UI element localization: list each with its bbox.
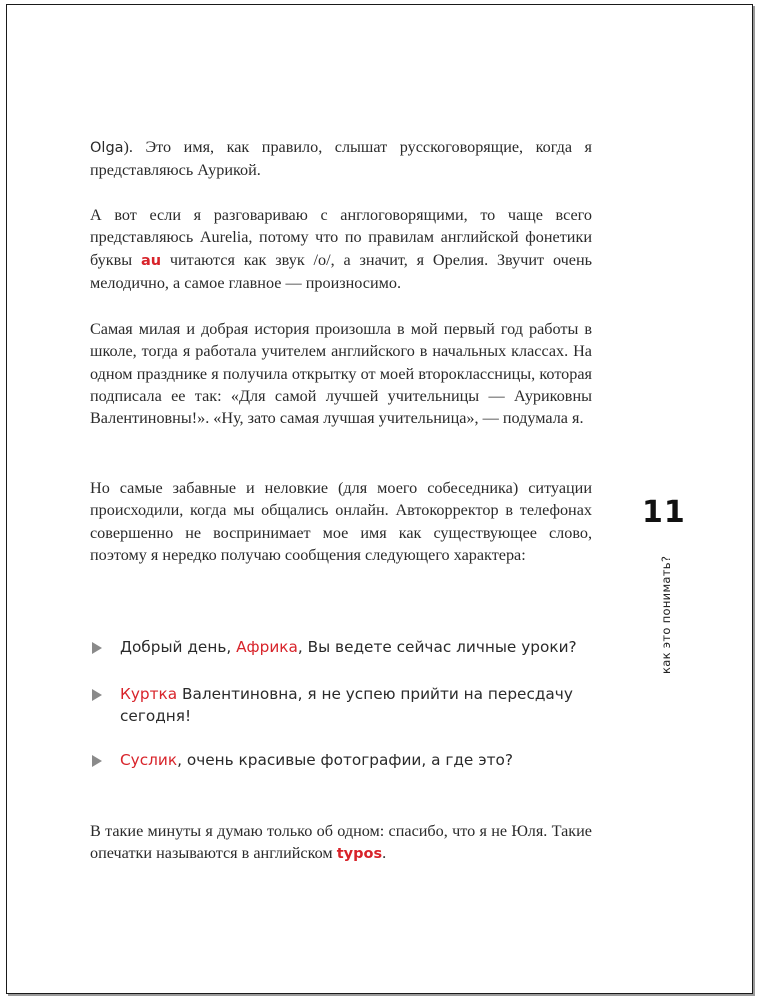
paragraph-3-text: Самая милая и добрая история произошла в мой первый год работы в школе, тогда я работала учителем английского в начальных классах. На одном празднике я получила открытку от моей второклассницы, которая подписала ее так: «Для самой лучшей учительницы — Ауриковны Валентиновны!». «Ну, зато самая лучшая учительница», — подумала я. — [90, 320, 592, 428]
paragraph-4-text: Но самые забавные и неловкие (для моего собеседника) ситуации происходили, когда мы общались онлайн. Автокорректор в телефонах совершенно не воспринимает мое имя как существующее слово, поэтому я нередко получаю сообщения следующего характера: — [90, 479, 592, 564]
highlight-typos: typos — [336, 846, 383, 863]
paragraph-5-text-a: В такие минуты я думаю только об одном: спасибо, что я не Юля. Такие опечатки называются в английском — [90, 822, 592, 863]
triangle-bullet-icon — [92, 642, 102, 654]
paragraph-1-text: ). Это имя, как правило, слышат русскоговорящие, когда я представляюсь Аурикой. — [90, 138, 592, 180]
paragraph-4 — [90, 477, 592, 566]
paragraph-1 — [90, 136, 592, 182]
paragraph-5 — [90, 820, 592, 866]
highlight-au: au — [140, 252, 162, 269]
bullet-highlight: Куртка — [120, 685, 178, 703]
running-head — [659, 554, 675, 674]
bullet-highlight: Африка — [236, 638, 298, 656]
bullet-item — [90, 683, 600, 727]
bullet-item — [90, 636, 600, 658]
bullet-highlight: Суслик — [120, 751, 178, 769]
paragraph-2 — [90, 204, 592, 294]
bullet-text: , очень красивые фотографии, а где это? — [177, 751, 513, 769]
paragraph-5-text-b: . — [382, 844, 387, 863]
bullet-text: Добрый день, — [120, 638, 237, 656]
bullet-list — [90, 636, 600, 658]
page-number: 11 — [642, 495, 686, 530]
bullet-list — [90, 683, 600, 727]
bullet-list — [90, 749, 600, 771]
running-head-text: как это понимать? — [659, 555, 673, 674]
bullet-item — [90, 749, 600, 771]
bullet-text: , Вы ведете сейчас личные уроки? — [297, 638, 577, 656]
paragraph-3 — [90, 318, 592, 429]
triangle-bullet-icon — [92, 755, 102, 767]
bullet-text: Валентиновна, я не успею прийти на пересдачу сегодня! — [120, 685, 573, 725]
triangle-bullet-icon — [92, 689, 102, 701]
paragraph-2-text-a: А вот если я разговариваю с англоговорящими, то чаще всего представляюсь Aurelia, потому что по правилам английской фонетики буквы — [90, 206, 592, 269]
olga-word: Olga — [90, 140, 124, 156]
paragraph-2-text-b: читаются как звук /o/, а значит, я Орелия. Звучит очень мелодично, а самое главное — произносимо. — [90, 250, 592, 292]
